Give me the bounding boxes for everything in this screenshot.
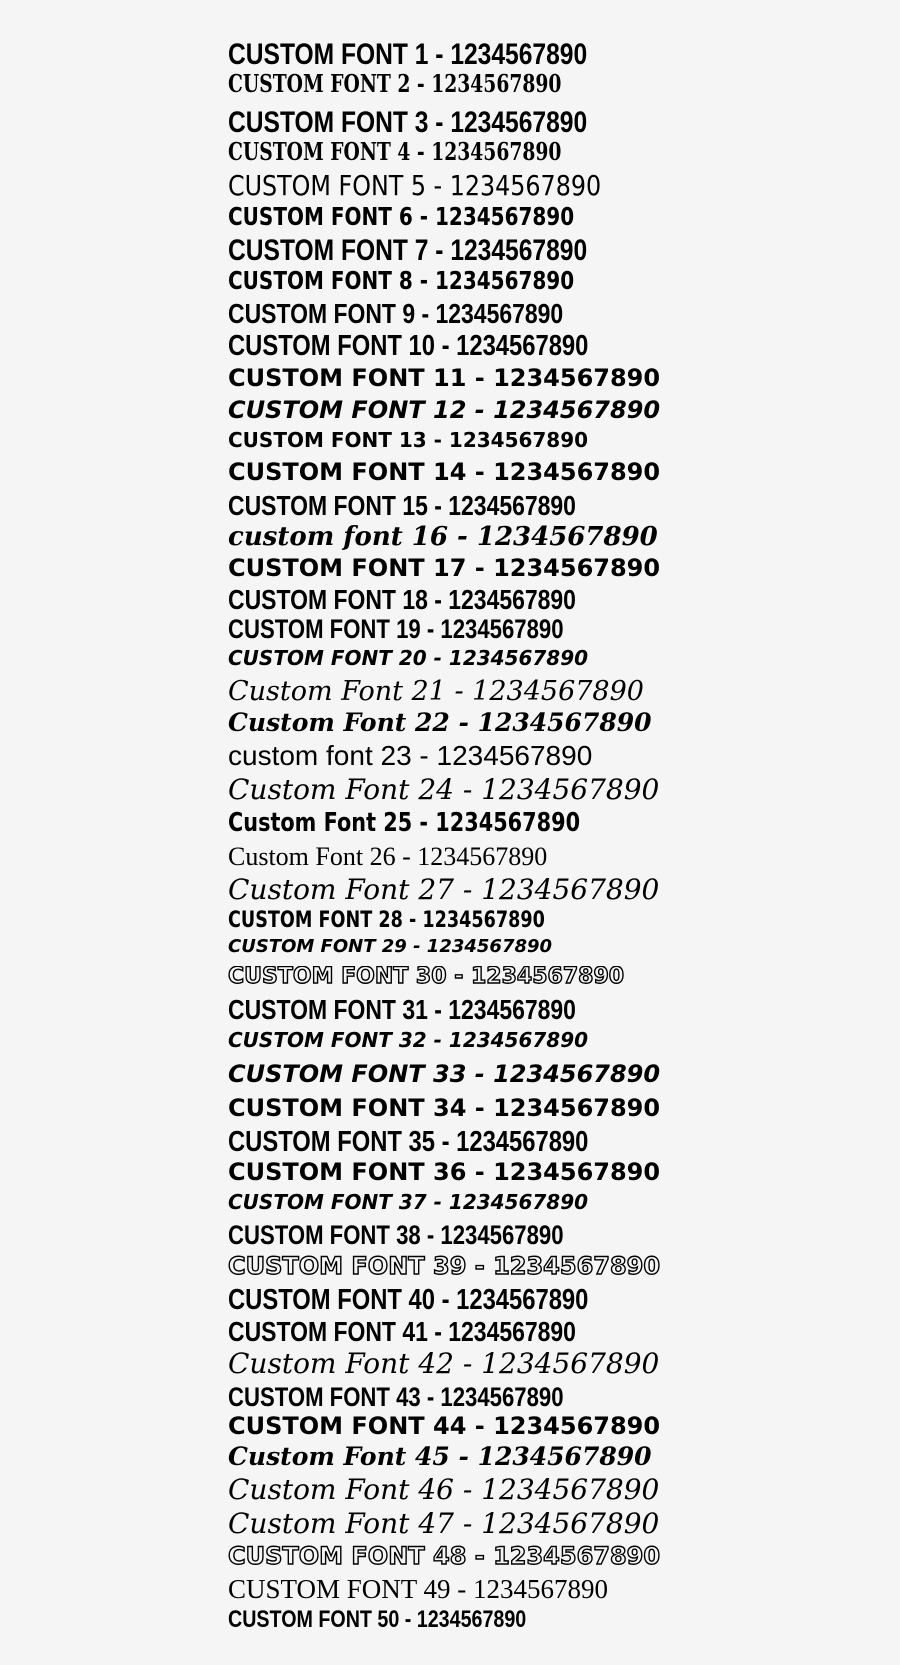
font-sample-37: CUSTOM FONT 37 - 1234567890 bbox=[228, 1192, 589, 1212]
font-sample-9: CUSTOM FONT 9 - 1234567890 bbox=[228, 300, 564, 328]
font-sample-24: Custom Font 24 - 1234567890 bbox=[228, 776, 660, 804]
font-sample-11: CUSTOM FONT 11 - 1234567890 bbox=[228, 366, 661, 390]
font-sample-47: Custom Font 47 - 1234567890 bbox=[228, 1510, 660, 1538]
font-sample-23: custom font 23 - 1234567890 bbox=[228, 742, 593, 770]
font-sample-45: Custom Font 45 - 1234567890 bbox=[228, 1444, 652, 1469]
font-sample-3: CUSTOM FONT 3 - 1234567890 bbox=[228, 108, 588, 138]
font-sample-8: CUSTOM FONT 8 - 1234567890 bbox=[228, 268, 575, 293]
font-sample-33: CUSTOM FONT 33 - 1234567890 bbox=[228, 1062, 661, 1086]
font-sample-17: CUSTOM FONT 17 - 1234567890 bbox=[228, 556, 661, 580]
font-sample-4: CUSTOM FONT 4 - 1234567890 bbox=[228, 140, 562, 164]
font-sample-5: CUSTOM FONT 5 - 1234567890 bbox=[228, 172, 602, 200]
font-sample-25: Custom Font 25 - 1234567890 bbox=[228, 810, 581, 836]
font-sample-20: CUSTOM FONT 20 - 1234567890 bbox=[228, 648, 589, 668]
font-sample-32: CUSTOM FONT 32 - 1234567890 bbox=[228, 1030, 589, 1050]
font-sample-39: CUSTOM FONT 39 - 1234567890 bbox=[228, 1254, 661, 1278]
font-sample-42: Custom Font 42 - 1234567890 bbox=[228, 1350, 660, 1378]
font-sample-27: Custom Font 27 - 1234567890 bbox=[228, 876, 660, 904]
font-sample-28: CUSTOM FONT 28 - 1234567890 bbox=[228, 910, 545, 932]
font-sample-1: CUSTOM FONT 1 - 1234567890 bbox=[228, 40, 588, 70]
font-sample-26: Custom Font 26 - 1234567890 bbox=[228, 844, 548, 870]
font-sample-50: CUSTOM FONT 50 - 1234567890 bbox=[228, 1608, 527, 1632]
font-sample-15: CUSTOM FONT 15 - 1234567890 bbox=[228, 492, 576, 520]
font-sample-38: CUSTOM FONT 38 - 1234567890 bbox=[228, 1222, 564, 1249]
font-sample-16: custom font 16 - 1234567890 bbox=[228, 524, 658, 550]
font-sample-48: CUSTOM FONT 48 - 1234567890 bbox=[228, 1544, 661, 1568]
font-sample-30: CUSTOM FONT 30 - 1234567890 bbox=[228, 966, 625, 988]
font-sample-49: CUSTOM FONT 49 - 1234567890 bbox=[228, 1576, 609, 1603]
font-sample-19: CUSTOM FONT 19 - 1234567890 bbox=[228, 616, 564, 643]
font-sample-2: CUSTOM FONT 2 - 1234567890 bbox=[228, 72, 562, 96]
font-sample-35: CUSTOM FONT 35 - 1234567890 bbox=[228, 1128, 589, 1157]
font-sample-41: CUSTOM FONT 41 - 1234567890 bbox=[228, 1318, 576, 1346]
font-sample-12: CUSTOM FONT 12 - 1234567890 bbox=[228, 398, 661, 422]
font-sample-7: CUSTOM FONT 7 - 1234567890 bbox=[228, 236, 588, 266]
font-sample-34: CUSTOM FONT 34 - 1234567890 bbox=[228, 1096, 661, 1120]
font-sample-13: CUSTOM FONT 13 - 1234567890 bbox=[228, 430, 589, 450]
font-sample-46: Custom Font 46 - 1234567890 bbox=[228, 1476, 660, 1504]
font-sample-21: Custom Font 21 - 1234567890 bbox=[228, 678, 644, 705]
font-sample-10: CUSTOM FONT 10 - 1234567890 bbox=[228, 332, 589, 361]
font-sample-40: CUSTOM FONT 40 - 1234567890 bbox=[228, 1286, 589, 1315]
font-sample-36: CUSTOM FONT 36 - 1234567890 bbox=[228, 1160, 661, 1184]
font-sample-31: CUSTOM FONT 31 - 1234567890 bbox=[228, 996, 576, 1024]
font-sample-44: CUSTOM FONT 44 - 1234567890 bbox=[228, 1414, 661, 1438]
font-sample-29: CUSTOM FONT 29 - 1234567890 bbox=[228, 938, 553, 956]
font-sample-22: Custom Font 22 - 1234567890 bbox=[228, 710, 652, 735]
font-sample-6: CUSTOM FONT 6 - 1234567890 bbox=[228, 204, 575, 229]
font-sample-18: CUSTOM FONT 18 - 1234567890 bbox=[228, 586, 576, 614]
font-sample-14: CUSTOM FONT 14 - 1234567890 bbox=[228, 460, 661, 484]
font-sample-43: CUSTOM FONT 43 - 1234567890 bbox=[228, 1384, 564, 1411]
